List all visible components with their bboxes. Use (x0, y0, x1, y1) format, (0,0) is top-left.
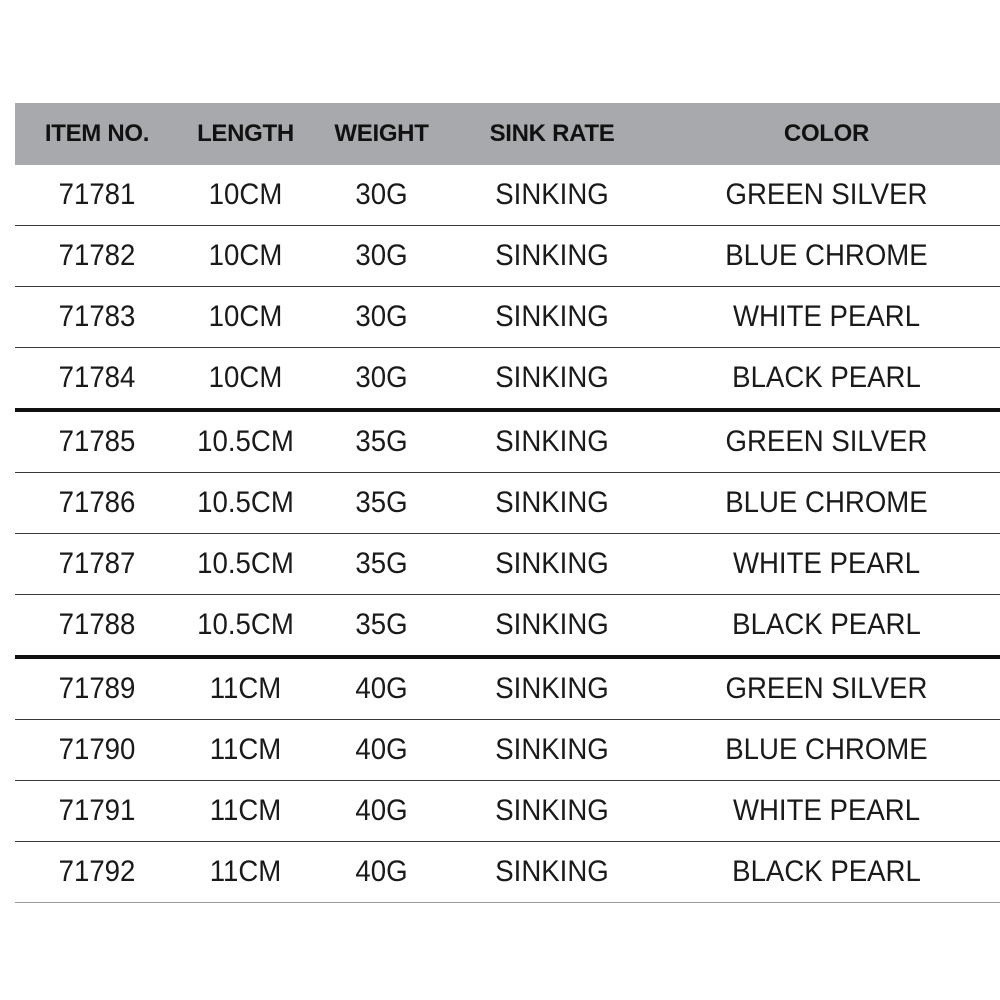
table-row (15, 781, 1000, 842)
cell-weight: 35G (318, 595, 446, 658)
cell-length: 10.5CM (184, 473, 306, 534)
cell-sink-rate: SINKING (459, 410, 645, 473)
cell-color: BLUE CHROME (667, 226, 986, 287)
cell-sink-rate: SINKING (459, 534, 645, 595)
cell-item-no: 71782 (22, 226, 173, 287)
table-row (15, 657, 1000, 720)
cell-item-no: 71788 (22, 595, 173, 658)
cell-length: 10.5CM (184, 534, 306, 595)
header-color: COLOR (653, 103, 1000, 165)
cell-color: GREEN SILVER (667, 165, 986, 226)
cell-weight: 30G (318, 348, 446, 411)
cell-weight: 40G (318, 720, 446, 781)
cell-length: 10CM (184, 348, 306, 411)
cell-color: BLACK PEARL (667, 595, 986, 658)
cell-item-no: 71783 (22, 287, 173, 348)
table-row (15, 287, 1000, 348)
table-row (15, 348, 1000, 411)
header-weight: WEIGHT (312, 103, 451, 165)
cell-weight: 30G (318, 226, 446, 287)
cell-length: 10CM (184, 226, 306, 287)
cell-color: WHITE PEARL (667, 781, 986, 842)
cell-color: BLACK PEARL (667, 348, 986, 411)
table-row (15, 226, 1000, 287)
cell-length: 10CM (184, 165, 306, 226)
cell-color: BLUE CHROME (667, 720, 986, 781)
cell-sink-rate: SINKING (459, 473, 645, 534)
cell-color: GREEN SILVER (667, 410, 986, 473)
table-body (15, 165, 1000, 903)
cell-weight: 40G (318, 657, 446, 720)
cell-sink-rate: SINKING (459, 657, 645, 720)
cell-length: 11CM (184, 720, 306, 781)
cell-item-no: 71791 (22, 781, 173, 842)
cell-item-no: 71784 (22, 348, 173, 411)
cell-weight: 30G (318, 287, 446, 348)
cell-item-no: 71790 (22, 720, 173, 781)
cell-item-no: 71789 (22, 657, 173, 720)
product-spec-table (15, 103, 1000, 903)
cell-sink-rate: SINKING (459, 287, 645, 348)
cell-sink-rate: SINKING (459, 781, 645, 842)
cell-sink-rate: SINKING (459, 226, 645, 287)
table-row (15, 473, 1000, 534)
cell-sink-rate: SINKING (459, 842, 645, 903)
table-row (15, 410, 1000, 473)
cell-sink-rate: SINKING (459, 348, 645, 411)
cell-weight: 40G (318, 842, 446, 903)
cell-length: 11CM (184, 781, 306, 842)
cell-length: 10.5CM (184, 410, 306, 473)
cell-sink-rate: SINKING (459, 595, 645, 658)
header-length: LENGTH (179, 103, 312, 165)
table-row (15, 842, 1000, 903)
header-item-no: ITEM NO. (15, 103, 179, 165)
cell-weight: 35G (318, 534, 446, 595)
cell-color: WHITE PEARL (667, 287, 986, 348)
header-row (15, 103, 1000, 165)
cell-length: 10CM (184, 287, 306, 348)
table-row (15, 534, 1000, 595)
table-row (15, 720, 1000, 781)
cell-item-no: 71785 (22, 410, 173, 473)
cell-color: BLACK PEARL (667, 842, 986, 903)
cell-color: WHITE PEARL (667, 534, 986, 595)
table-header (15, 103, 1000, 165)
cell-weight: 35G (318, 473, 446, 534)
cell-sink-rate: SINKING (459, 165, 645, 226)
cell-length: 10.5CM (184, 595, 306, 658)
cell-weight: 40G (318, 781, 446, 842)
table-row (15, 595, 1000, 658)
cell-sink-rate: SINKING (459, 720, 645, 781)
cell-item-no: 71792 (22, 842, 173, 903)
cell-weight: 30G (318, 165, 446, 226)
cell-item-no: 71787 (22, 534, 173, 595)
cell-color: GREEN SILVER (667, 657, 986, 720)
cell-length: 11CM (184, 657, 306, 720)
header-sink-rate: SINK RATE (451, 103, 653, 165)
cell-item-no: 71786 (22, 473, 173, 534)
cell-color: BLUE CHROME (667, 473, 986, 534)
cell-item-no: 71781 (22, 165, 173, 226)
table-row (15, 165, 1000, 226)
cell-weight: 35G (318, 410, 446, 473)
cell-length: 11CM (184, 842, 306, 903)
